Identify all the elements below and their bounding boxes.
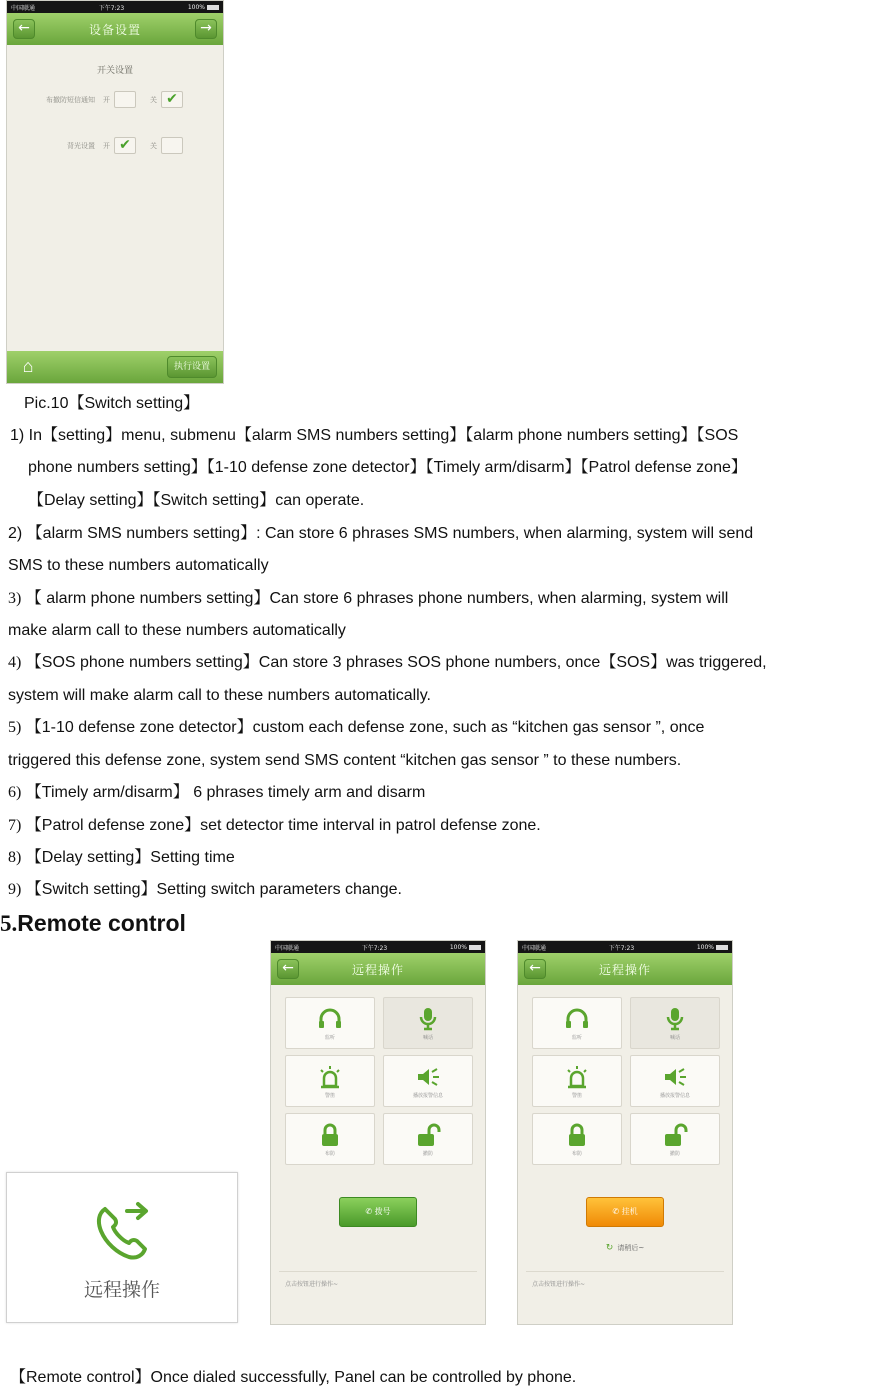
section-heading xyxy=(0,910,186,937)
speaker-icon xyxy=(661,1064,689,1090)
item-5-line-2: triggered this defense zone, system send SMS content “kitchen gas sensor ” to these numbers. xyxy=(8,752,682,769)
cell-label: 布防 xyxy=(571,1150,582,1157)
item-9 xyxy=(8,880,402,900)
battery-icon xyxy=(716,945,728,950)
switch-setting-screenshot xyxy=(6,0,224,384)
bottom-bar xyxy=(7,351,223,383)
cell-label: 警笛 xyxy=(324,1092,335,1099)
item-number: 5) xyxy=(8,719,22,736)
item-number: 9) xyxy=(8,881,22,898)
cell-label: 撤防 xyxy=(422,1150,433,1157)
screen-title: 远程操作 xyxy=(598,962,651,977)
item-3-line-1 xyxy=(8,589,728,609)
cell-label: 播放报警信息 xyxy=(659,1092,690,1099)
switch-row-label: 布撤防短信通知 xyxy=(46,95,95,104)
clock-label: 下午7:23 xyxy=(361,944,388,952)
divider xyxy=(526,1271,724,1272)
item-number: 3) xyxy=(8,590,22,607)
off-label: 关 xyxy=(150,95,157,104)
cell-label: 布防 xyxy=(324,1150,335,1157)
cell-label: 撤防 xyxy=(669,1150,680,1157)
item-text: 【Switch setting】Setting switch parameters change. xyxy=(21,881,402,898)
battery-icon xyxy=(207,5,219,10)
on-label: 开 xyxy=(103,95,110,104)
clock-label: 下午7:23 xyxy=(608,944,635,952)
cell-label: 喊话 xyxy=(422,1034,433,1041)
item-text: 【SOS phone numbers setting】Can store 3 phrases SOS phone numbers, once【SOS】was triggered, xyxy=(21,654,767,671)
clock-label: 下午7:23 xyxy=(98,4,125,12)
lock-icon xyxy=(316,1122,344,1148)
on-label: 开 xyxy=(103,141,110,150)
title-bar xyxy=(271,953,485,985)
item-number: 7) xyxy=(8,817,22,834)
lock-icon xyxy=(563,1122,591,1148)
status-bar xyxy=(518,941,732,953)
carrier-label: 中国联通 xyxy=(275,944,300,952)
cell-label: 喊话 xyxy=(669,1034,680,1041)
item-2-line-2: SMS to these numbers automatically xyxy=(8,557,269,574)
heading-text: Remote control xyxy=(17,910,186,936)
item-text: 【Timely arm/disarm】 6 phrases timely arm and disarm xyxy=(21,784,426,801)
off-checkbox[interactable]: ✔ xyxy=(161,91,183,108)
item-6 xyxy=(8,783,425,803)
calling-text: 请稍后~ xyxy=(617,1244,645,1252)
cell-label: 监听 xyxy=(324,1034,335,1041)
switch-row-sms-notify xyxy=(11,91,183,108)
carrier-label: 中国联通 xyxy=(11,4,36,12)
home-icon[interactable]: ⌂ xyxy=(22,356,34,376)
battery-icon xyxy=(469,945,481,950)
hang-up-button[interactable]: ✆ 挂机 xyxy=(586,1197,664,1227)
remote-control-description: 【Remote control】Once dialed successfully, Panel can be controlled by phone. xyxy=(10,1369,577,1386)
off-checkbox[interactable] xyxy=(161,137,183,154)
figure-caption: Pic.10【Switch setting】 xyxy=(24,395,200,412)
siren-button[interactable] xyxy=(532,1055,622,1107)
unlock-icon xyxy=(661,1122,689,1148)
switch-row-backlight xyxy=(11,137,183,154)
monitor-button[interactable] xyxy=(532,997,622,1049)
cell-label: 警笛 xyxy=(571,1092,582,1099)
phone-arrow-icon xyxy=(91,1199,155,1263)
cell-label: 监听 xyxy=(571,1034,582,1041)
execute-settings-button[interactable]: 执行设置 xyxy=(167,356,217,378)
status-bar xyxy=(7,1,223,13)
remote-function-grid xyxy=(532,997,720,1165)
microphone-icon xyxy=(661,1006,689,1032)
status-bar xyxy=(271,941,485,953)
back-arrow-icon[interactable]: ← xyxy=(524,959,546,979)
item-1-line-3: 【Delay setting】【Switch setting】can operate. xyxy=(28,492,365,509)
item-number: 8) xyxy=(8,849,22,866)
battery-label: 100% xyxy=(696,943,714,951)
title-bar xyxy=(7,13,223,45)
on-checkbox[interactable]: ✔ xyxy=(114,137,136,154)
battery-label: 100% xyxy=(449,943,467,951)
disarm-button[interactable] xyxy=(630,1113,720,1165)
hint-text: 点击按钮进行操作~ xyxy=(285,1281,339,1288)
play-alarm-info-button[interactable] xyxy=(630,1055,720,1107)
on-checkbox[interactable] xyxy=(114,91,136,108)
microphone-icon xyxy=(414,1006,442,1032)
battery-label: 100% xyxy=(187,3,205,11)
talk-button[interactable] xyxy=(383,997,473,1049)
unlock-icon xyxy=(414,1122,442,1148)
talk-button[interactable] xyxy=(630,997,720,1049)
item-text: 【Delay setting】Setting time xyxy=(21,849,235,866)
headphones-icon xyxy=(563,1006,591,1032)
section-title: 开关设置 xyxy=(96,66,133,76)
arm-button[interactable] xyxy=(532,1113,622,1165)
cell-label: 播放报警信息 xyxy=(412,1092,443,1099)
remote-control-screenshot-idle xyxy=(270,940,486,1325)
item-7 xyxy=(8,816,541,836)
remote-control-label: 远程操作 xyxy=(83,1279,160,1301)
title-bar xyxy=(518,953,732,985)
hint-text: 点击按钮进行操作~ xyxy=(532,1281,586,1288)
switch-row-label: 背光设置 xyxy=(67,141,95,150)
item-2-line-1: 2) 【alarm SMS numbers setting】: Can store 6 phrases SMS numbers, when alarming, system will send xyxy=(8,525,754,542)
item-text: 【Patrol defense zone】set detector time interval in patrol defense zone. xyxy=(21,817,541,834)
screen-title: 设备设置 xyxy=(88,22,141,37)
headphones-icon xyxy=(316,1006,344,1032)
siren-icon xyxy=(563,1064,591,1090)
speaker-icon xyxy=(414,1064,442,1090)
item-text: 【1-10 defense zone detector】custom each defense zone, such as “kitchen gas sensor ”, once xyxy=(21,719,705,736)
disarm-button[interactable] xyxy=(383,1113,473,1165)
heading-number: 5. xyxy=(0,911,18,936)
item-8 xyxy=(8,848,235,868)
remote-control-screenshot-calling xyxy=(517,940,733,1325)
item-5-line-1 xyxy=(8,718,704,738)
back-arrow-icon[interactable]: ← xyxy=(277,959,299,979)
play-alarm-info-button[interactable] xyxy=(383,1055,473,1107)
item-3-line-2: make alarm call to these numbers automatically xyxy=(8,622,346,639)
item-1-line-1: 1) In【setting】menu, submenu【alarm SMS numbers setting】【alarm phone numbers setting】【SOS xyxy=(10,427,739,444)
item-number: 4) xyxy=(8,654,22,671)
siren-button[interactable] xyxy=(285,1055,375,1107)
monitor-button[interactable] xyxy=(285,997,375,1049)
item-1-line-2: phone numbers setting】【1-10 defense zone detector】【Timely arm/disarm】【Patrol defense zone】 xyxy=(28,459,747,476)
back-arrow-icon[interactable]: ← xyxy=(13,19,35,39)
siren-icon xyxy=(316,1064,344,1090)
item-4-line-1 xyxy=(8,653,767,673)
item-number: 6) xyxy=(8,784,22,801)
screen-title: 远程操作 xyxy=(351,962,404,977)
remote-function-grid xyxy=(285,997,473,1165)
dial-button[interactable]: ✆ 拨号 xyxy=(339,1197,417,1227)
item-4-line-2: system will make alarm call to these numbers automatically. xyxy=(8,687,431,704)
item-text: 【 alarm phone numbers setting】Can store 6 phrases phone numbers, when alarming, system will xyxy=(21,590,729,607)
remote-control-app-icon xyxy=(6,1172,238,1323)
arm-button[interactable] xyxy=(285,1113,375,1165)
forward-arrow-icon[interactable]: → xyxy=(195,19,217,39)
off-label: 关 xyxy=(150,141,157,150)
carrier-label: 中国联通 xyxy=(522,944,547,952)
calling-status xyxy=(518,1243,732,1253)
spinner-icon: ↻ xyxy=(605,1243,614,1253)
divider xyxy=(279,1271,477,1272)
